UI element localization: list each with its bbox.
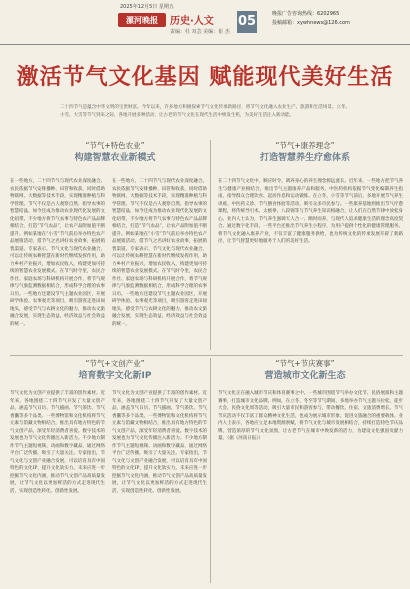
column-divider xyxy=(210,358,211,583)
header-divider xyxy=(0,44,410,45)
ad-hotline: 晚报广告咨询热线：6202965 xyxy=(272,11,340,17)
column-divider xyxy=(210,140,211,350)
article-column: 节气文化正在融入城市节庆和体育赛事之中。一些城市围绕节气举办文化节、民俗展演和主题赛事，打造城市文化品牌。例如，在立冬、冬至等节气期间，多地举办节气主题马拉松、徒步大会、民俗文化周等活动，吸引大量市民和游客参与，带动餐饮、住宿、文旅消费增长。节气节庆活动不仅丰富了群众精神文化生活，也成为展示城市形象、促进文旅融合的重要载体。业内人士表示，各地应立足本地资源禀赋，将节气文化与城市发展相结合，持续打造特色节庆品牌，营造浓厚的节气文化氛围，让古老节气在城市中焕发新的活力，为建设文化强国贡献力量。（据《河南日报》） xyxy=(218,391,403,441)
section-divider xyxy=(10,355,403,356)
article-column: 在一些地方，二十四节气与现代农业深度融合。农民依据节气安排播种、田管和收获，同时借助物联网、大数据等技术手段，实现精准种植与科学管理。节气不仅是古人观察自然、指导农事的智慧结晶，如今还成为推动农业现代化发展的文化纽带。不少地方将节气农事与特色农产品品牌相结合，打造“节气农品”，让农产品附加值不断提升。例如某地在“小雪”节气前后举办特色农产品展销活动，借节气之名讲好农业故事，拓展销售渠道。专家表示，节气文化与现代农业融合，可以让传统农耕智慧在新时代继续发挥作用，助力乡村产业振兴，增加农民收入，构建更加可持续的智慧农业发展模式。在节气时令里，农民合作社、家庭农场与科研机构开展合作，将节气规律与气象监测数据相结合，形成科学合理的农事日历。一些地方还建设节气主题农业园区，开展研学体验、农事观光等项目，吸引游客走进田间地头，感受节气与农耕文化的魅力，推动农文旅融合发展，实现生态效益、经济效益与社会效益的统一。 xyxy=(112,179,207,327)
article-column: 节气文化为文创产业提供了丰富的创作素材。近年来，各地围绕二十四节气开发了大量文创产品，涵盖节气日历、节气插画、节气茶饮、节气香囊等多个品类。一些博物馆和文化机构将节气元素与馆藏文物相结合，推出具有地方特色的节气文创产品，深受年轻消费者喜爱。数字技术的发展也为节气文化传播注入新活力。不少地方制作节气主题短视频、动画和数字藏品，通过网络平台广泛传播，吸引了大量关注。专家指出，节气文化与文创产业融合发展，可以培育具有中国特色的文化IP，提升文化软实力。未来应进一步挖掘节气文化内涵，推动节气文创产品高质量发展，让节气文化以更加鲜活的方式走进现代生活，实现创造性转化、创新性发展。 xyxy=(10,391,105,494)
section-title: 历史·人文 xyxy=(170,16,214,27)
section-tag: “节气+文创产业” xyxy=(85,359,145,368)
section-head-wellness xyxy=(230,140,380,165)
section-head-festival xyxy=(230,358,380,383)
page-number: 05 xyxy=(237,11,257,33)
section-tag: “节气+康养理念” xyxy=(275,141,335,150)
editor-line: 责编：杜 双芸 美编：崔 杰 xyxy=(170,29,230,35)
section-title: 培育数字文化新IP xyxy=(78,371,152,381)
issue-date: 2025年12月5日 星期五 xyxy=(120,4,174,10)
page-header xyxy=(0,0,410,50)
submission-email: 投稿邮箱：xywhnews@126.com xyxy=(272,20,350,26)
contact-info xyxy=(272,10,402,28)
section-head-cultural xyxy=(45,358,185,383)
section-title: 营造城市文化新生态 xyxy=(264,371,346,381)
article-column: 节气文化为文创产业提供了丰富的创作素材。近年来，各地围绕二十四节气开发了大量文创产品，涵盖节气日历、节气插画、节气茶饮、节气香囊等多个品类。一些博物馆和文化机构将节气元素与馆藏文物相结合，推出具有地方特色的节气文创产品，深受年轻消费者喜爱。数字技术的发展也为节气文化传播注入新活力。不少地方制作节气主题短视频、动画和数字藏品，通过网络平台广泛传播，吸引了大量关注。专家指出，节气文化与文创产业融合发展，可以培育具有中国特色的文化IP，提升文化软实力。未来应进一步挖掘节气文化内涵，推动节气文创产品高质量发展，让节气文化以更加鲜活的方式走进现代生活，实现创造性转化、创新性发展。 xyxy=(112,391,207,494)
section-tag: “节气+特色农业” xyxy=(85,141,145,150)
newspaper-logo: 漯河晚报 xyxy=(118,13,166,27)
headline: 激活节气文化基因 赋能现代美好生活 xyxy=(16,65,394,90)
article-column: 在二十四节气文化中，顺应时令、调养身心的养生理念源远流长。近年来，一些地方把节气养生与健康产业相结合，推出节气主题康养产品和服务。中医药机构依据节气变化编制养生指南，指导群众合理饮食、起居作息和运动锻炼。在立冬、小雪等节气前后，多地开展节气养生讲座、中医药义诊、节气膳食体验等活动，吸引众多市民参与。一些康养基地则推出节气疗愈课程，将传统导引术、太极拳、八段锦等与节气养生知识相融合，让人们在自然节律中放松身心。业内人士认为，节气养生强调天人合一、顺时而养，与现代人追求健康生活的理念高度契合。通过数字化手段，一些平台还推出节气养生小程序，为用户提供个性化的健康管理服务。将节气文化融入康养产业，不仅丰富了健康服务供给，也为传统文化的传承发展开辟了新路径，让节气智慧更好地服务于人们的美好生活。 xyxy=(218,179,403,244)
section-head-agriculture xyxy=(45,140,185,165)
section-title: 打造智慧养生疗愈体系 xyxy=(259,153,350,163)
intro-paragraph: 二十四节气是蕴含中华文明的宝贵财富。今年以来，许多地方积极探索节气文化传承新路径，将节气文化融入农业生产、旅游和生活场景。立冬、小雪、大雪等节气到来之际，各地开展多种活动，让古老的节气文化在现代生活中焕发生机，为美好生活注入新动能。 xyxy=(60,105,350,118)
section-title: 构建智慧农业新模式 xyxy=(74,153,156,163)
article-column: 在一些地方，二十四节气与现代农业深度融合。农民依据节气安排播种、田管和收获，同时借助物联网、大数据等技术手段，实现精准种植与科学管理。节气不仅是古人观察自然、指导农事的智慧结晶，如今还成为推动农业现代化发展的文化纽带。不少地方将节气农事与特色农产品品牌相结合，打造“节气农品”，让农产品附加值不断提升。例如某地在“小雪”节气前后举办特色农产品展销活动，借节气之名讲好农业故事，拓展销售渠道。专家表示，节气文化与现代农业融合，可以让传统农耕智慧在新时代继续发挥作用，助力乡村产业振兴，增加农民收入，构建更加可持续的智慧农业发展模式。在节气时令里，农民合作社、家庭农场与科研机构开展合作，将节气规律与气象监测数据相结合，形成科学合理的农事日历。一些地方还建设节气主题农业园区，开展研学体验、农事观光等项目，吸引游客走进田间地头，感受节气与农耕文化的魅力，推动农文旅融合发展，实现生态效益、经济效益与社会效益的统一。 xyxy=(10,179,105,327)
section-tag: “节气+节庆赛事” xyxy=(275,359,335,368)
